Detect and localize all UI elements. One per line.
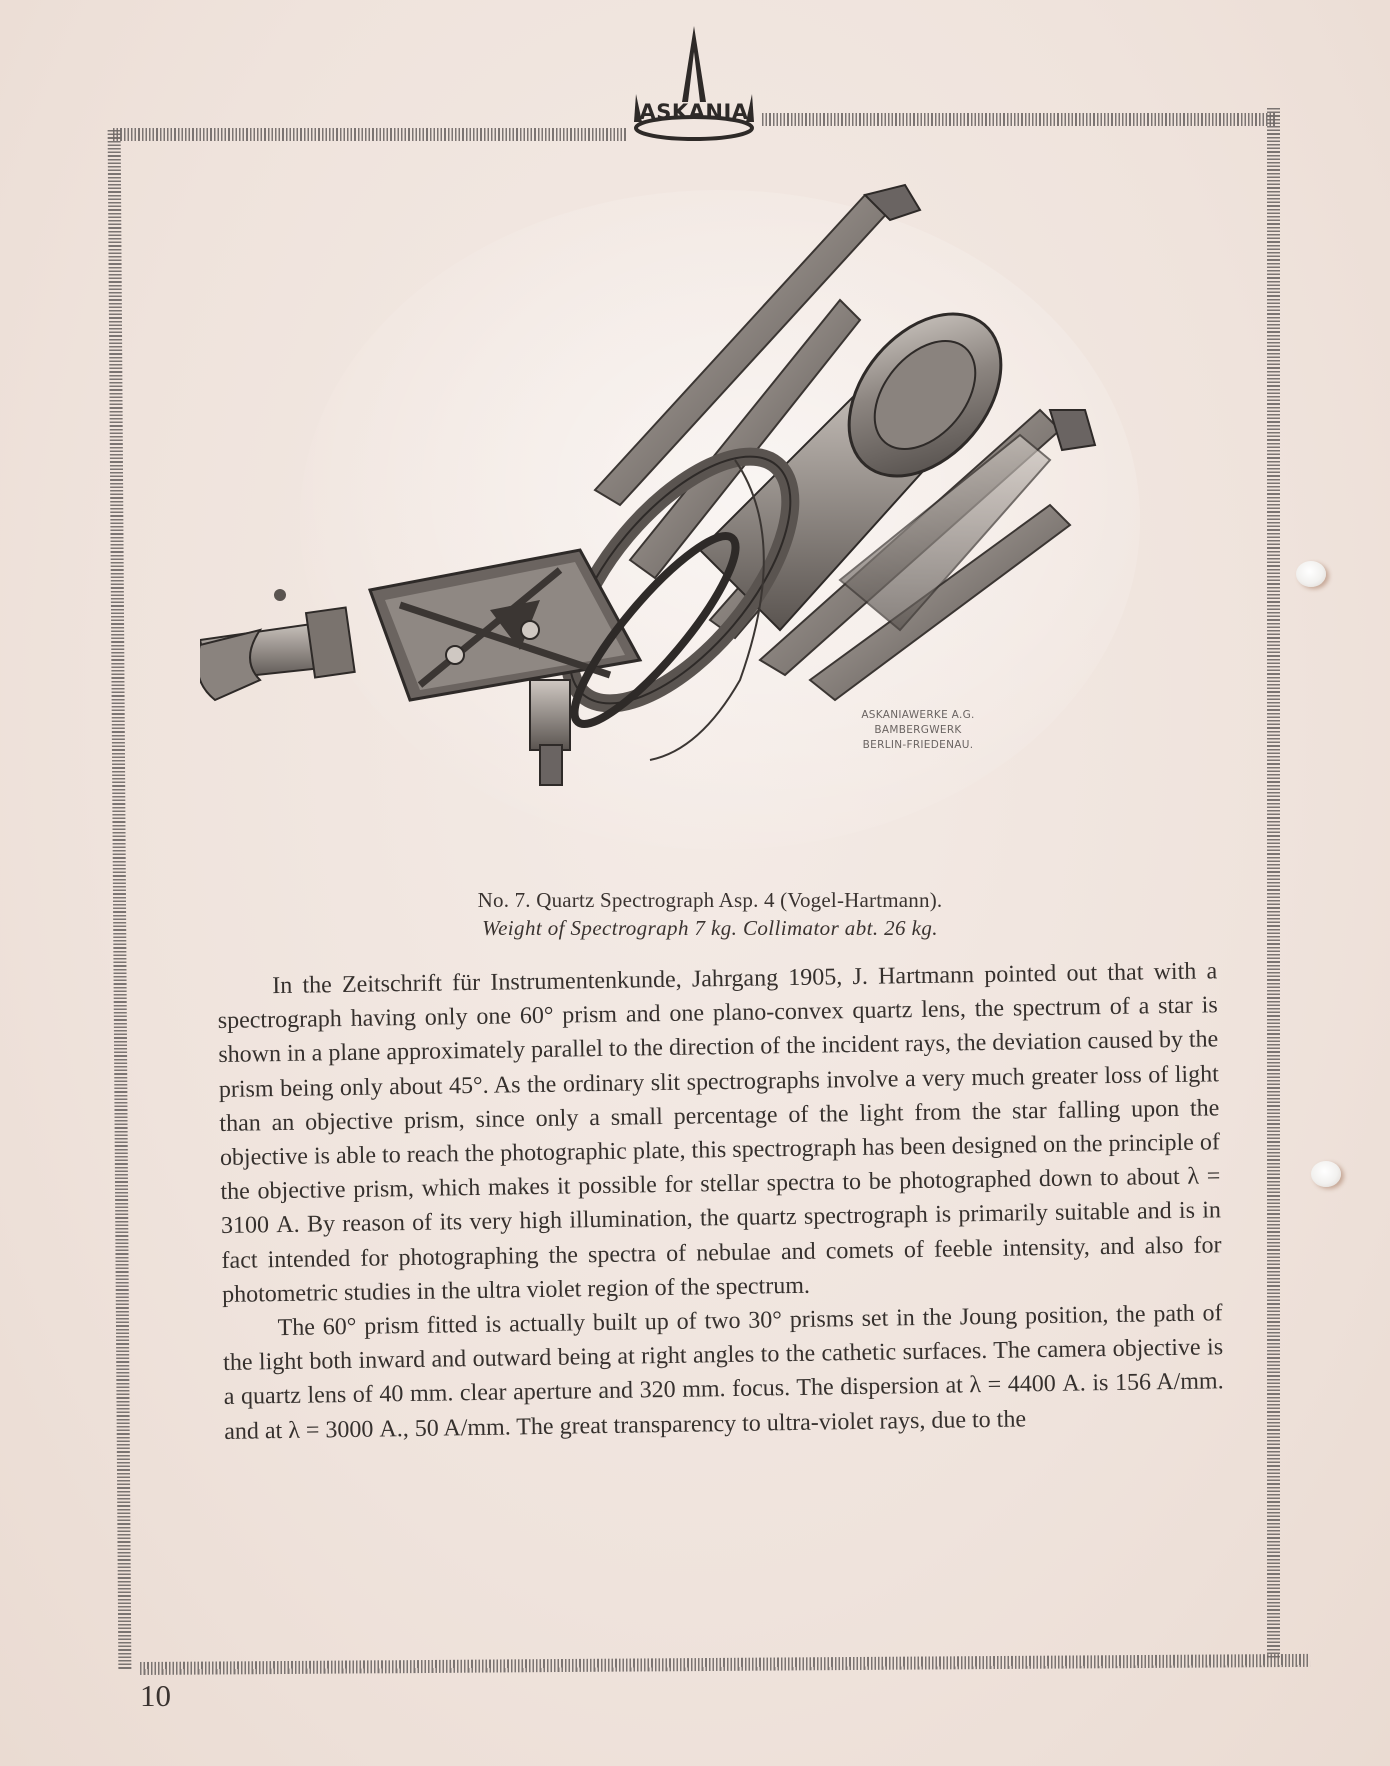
stamp-line: BERLIN-FRIEDENAU. — [862, 739, 974, 751]
frame-left — [108, 130, 132, 1670]
page-number: 10 — [140, 1678, 171, 1713]
manufacturer-stamp — [838, 708, 998, 753]
spectrograph-illustration — [200, 160, 1200, 880]
punch-hole — [1296, 561, 1326, 587]
paragraph: The 60° prism fitted is actually built up of two 30° prisms set in the Joung position, the path of the light both inward and outward being at right angles to the cathetic surfaces. The camera objective is a quartz lens of 40 mm. clear aperture and 320 mm. focus. The dispersion at λ = 4400 A. is 156 A/mm. and at λ = 3000 A., 50 A/mm. The great transparency to ultra-violet rays, due to the — [222, 1300, 1224, 1445]
frame-top-left — [113, 128, 626, 141]
askania-logo — [628, 22, 760, 142]
askania-logo-wordmark — [628, 22, 760, 142]
stamp-line: BAMBERGWERK — [874, 724, 962, 736]
punch-hole — [1311, 1161, 1341, 1187]
frame-bottom — [140, 1654, 1310, 1675]
paragraph: In the Zeitschrift für Instrumentenkunde, Jahrgang 1905, J. Hartmann pointed out that with a spectrograph having only one 60° prism and one plano-convex quartz lens, the spectrum of a star is shown in a plane approximately parallel to the direction of the incident rays, the deviation caused by the prism being only about 45°. As the ordinary slit spectrographs involve a very much greater loss of light than an objective prism, since only a small percentage of the light from the star falling upon the objective is able to reach the photographic plate, this spectrograph has been designed on the principle of the objective prism, which makes it possible for stellar spectra to be photographed down to about λ = 3100 A. By reason of its very high illumination, the quartz spectrograph is primarily suitable and is in fact intended for photographing the spectra of nebulae and comets of feeble intensity, and also for photometric studies in the ultra violet region of the spectrum. — [217, 958, 1222, 1308]
stamp-line: ASKANIAWERKE A.G. — [861, 709, 975, 721]
frame-right — [1267, 108, 1280, 1658]
illustration-backdrop — [300, 190, 1140, 850]
figure-caption-weights: Weight of Spectrograph 7 kg. Collimator abt. 26 kg. — [482, 916, 938, 940]
svg-text:ASKANIA: ASKANIA — [639, 100, 749, 124]
figure-caption-title: No. 7. Quartz Spectrograph Asp. 4 (Vogel-Hartmann). — [477, 888, 943, 912]
body-text — [217, 954, 1224, 1448]
frame-top-right — [762, 113, 1276, 126]
